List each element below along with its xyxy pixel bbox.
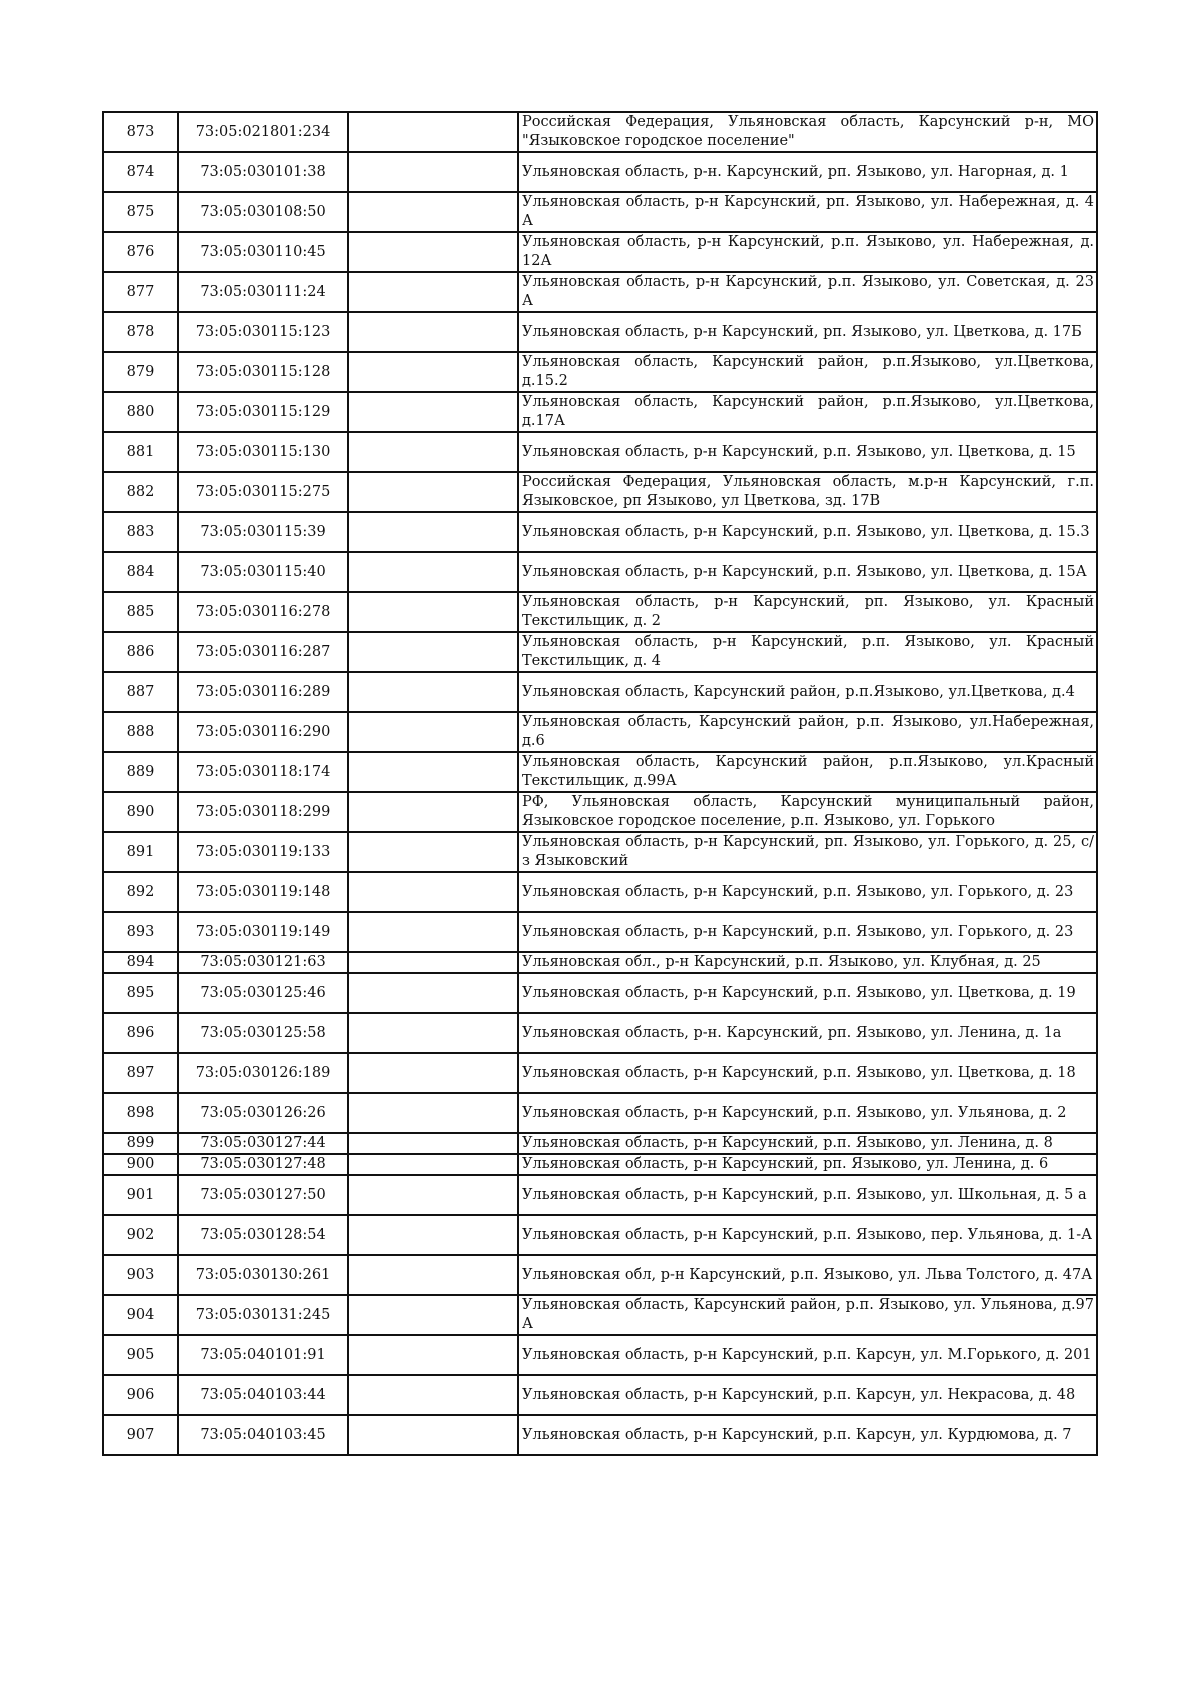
cadastral-number bbox=[178, 512, 348, 552]
address-cell-text: Ульяновская область, р-н Карсунский, р.п. Языково, ул. Ленина, д. 8 bbox=[522, 1135, 1053, 1151]
table-row bbox=[103, 1154, 1097, 1175]
address-cell bbox=[518, 1053, 1097, 1093]
cadastral-number-text: 73:05:030126:26 bbox=[200, 1104, 326, 1121]
row-number bbox=[103, 1255, 178, 1295]
cadastral-number bbox=[178, 1215, 348, 1255]
cadastral-number bbox=[178, 832, 348, 872]
address-cell-text: Ульяновская область, р-н. Карсунский, рп. Языково, ул. Нагорная, д. 1 bbox=[522, 163, 1069, 180]
empty-cell bbox=[348, 192, 518, 232]
cadastral-number bbox=[178, 432, 348, 472]
address-cell bbox=[518, 312, 1097, 352]
address-cell bbox=[518, 392, 1097, 432]
row-number-text: 878 bbox=[126, 323, 155, 340]
row-number-text: 874 bbox=[126, 163, 155, 180]
address-cell bbox=[518, 1375, 1097, 1415]
table-row bbox=[103, 1013, 1097, 1053]
cadastral-number bbox=[178, 1415, 348, 1455]
row-number-text: 898 bbox=[126, 1104, 155, 1121]
empty-cell bbox=[348, 272, 518, 312]
row-number-text: 883 bbox=[126, 523, 155, 540]
table-row bbox=[103, 1375, 1097, 1415]
address-cell bbox=[518, 632, 1097, 672]
row-number-text: 876 bbox=[126, 243, 155, 260]
cadastral-number-text: 73:05:040103:45 bbox=[200, 1426, 326, 1443]
empty-cell bbox=[348, 1053, 518, 1093]
cadastral-number bbox=[178, 1335, 348, 1375]
empty-cell bbox=[348, 1013, 518, 1053]
address-cell-text: Ульяновская область, р-н Карсунский, р.п. Языково, ул. Ульянова, д. 2 bbox=[522, 1104, 1067, 1121]
row-number bbox=[103, 1013, 178, 1053]
cadastral-number bbox=[178, 872, 348, 912]
row-number-text: 901 bbox=[126, 1186, 155, 1203]
address-cell-text: Ульяновская область, Карсунский район, р.п. Языково, ул. Ульянова, д.97 А bbox=[522, 1297, 1094, 1332]
row-number-text: 890 bbox=[126, 803, 155, 820]
address-cell-text: Ульяновская область, р-н Карсунский, р.п. Языково, ул. Цветкова, д. 15.3 bbox=[522, 523, 1090, 540]
row-number bbox=[103, 272, 178, 312]
cadastral-number bbox=[178, 1093, 348, 1133]
address-cell bbox=[518, 112, 1097, 152]
address-cell-text: Ульяновская обл, р-н Карсунский, р.п. Языково, ул. Льва Толстого, д. 47А bbox=[522, 1266, 1093, 1283]
address-cell-text: РФ, Ульяновская область, Карсунский муниципальный район, Языковское городское поселение, р.п. Языково, ул. Горького bbox=[522, 794, 1094, 829]
empty-cell bbox=[348, 432, 518, 472]
cadastral-number bbox=[178, 352, 348, 392]
cadastral-number-text: 73:05:030125:58 bbox=[200, 1024, 326, 1041]
address-cell-text: Российская Федерация, Ульяновская область, м.р-н Карсунский, г.п. Языковское, рп Языково, ул Цветкова, зд. 17В bbox=[522, 474, 1094, 509]
cadastral-number-text: 73:05:030125:46 bbox=[200, 984, 326, 1001]
cadastral-number-text: 73:05:030116:287 bbox=[195, 643, 331, 660]
empty-cell bbox=[348, 472, 518, 512]
row-number bbox=[103, 1133, 178, 1154]
address-cell-text: Ульяновская область, р-н Карсунский, р.п. Языково, ул. Цветкова, д. 15 bbox=[522, 443, 1076, 460]
row-number bbox=[103, 432, 178, 472]
cadastral-number bbox=[178, 952, 348, 973]
cadastral-number bbox=[178, 232, 348, 272]
address-cell-text: Ульяновская область, Карсунский район, р.п.Языково, ул.Цветкова, д.4 bbox=[522, 683, 1075, 700]
table-body bbox=[103, 112, 1097, 1455]
empty-cell bbox=[348, 512, 518, 552]
row-number-text: 895 bbox=[126, 984, 155, 1001]
address-cell-text: Российская Федерация, Ульяновская область, Карсунский р-н, МО "Языковское городское поселение" bbox=[522, 114, 1094, 149]
row-number-text: 891 bbox=[126, 843, 155, 860]
cadastral-number-text: 73:05:040101:91 bbox=[200, 1346, 326, 1363]
row-number-text: 888 bbox=[126, 723, 155, 740]
row-number bbox=[103, 112, 178, 152]
cadastral-number bbox=[178, 672, 348, 712]
address-cell bbox=[518, 1154, 1097, 1175]
empty-cell bbox=[348, 952, 518, 973]
cadastral-number bbox=[178, 312, 348, 352]
table-row bbox=[103, 973, 1097, 1013]
row-number bbox=[103, 1375, 178, 1415]
address-cell bbox=[518, 952, 1097, 973]
row-number-text: 892 bbox=[126, 883, 155, 900]
empty-cell bbox=[348, 752, 518, 792]
table-row bbox=[103, 792, 1097, 832]
land-parcel-table bbox=[102, 111, 1098, 1456]
table-row bbox=[103, 912, 1097, 952]
row-number-text: 896 bbox=[126, 1024, 155, 1041]
row-number bbox=[103, 912, 178, 952]
cadastral-number bbox=[178, 1013, 348, 1053]
address-cell bbox=[518, 792, 1097, 832]
cadastral-number bbox=[178, 1133, 348, 1154]
table-row bbox=[103, 1415, 1097, 1455]
empty-cell bbox=[348, 912, 518, 952]
cadastral-number bbox=[178, 712, 348, 752]
cadastral-number bbox=[178, 1295, 348, 1335]
row-number bbox=[103, 712, 178, 752]
row-number bbox=[103, 672, 178, 712]
row-number bbox=[103, 1415, 178, 1455]
empty-cell bbox=[348, 352, 518, 392]
table-row bbox=[103, 1295, 1097, 1335]
row-number bbox=[103, 392, 178, 432]
empty-cell bbox=[348, 312, 518, 352]
table-row bbox=[103, 752, 1097, 792]
cadastral-number bbox=[178, 1154, 348, 1175]
row-number-text: 875 bbox=[126, 203, 155, 220]
cadastral-number bbox=[178, 592, 348, 632]
table-row bbox=[103, 1175, 1097, 1215]
address-cell-text: Ульяновская область, Карсунский район, р.п.Языково, ул.Цветкова, д.17А bbox=[522, 394, 1094, 429]
address-cell-text: Ульяновская область, р-н Карсунский, рп. Языково, ул. Цветкова, д. 17Б bbox=[522, 323, 1082, 340]
cadastral-number-text: 73:05:030127:48 bbox=[200, 1156, 326, 1172]
table-row bbox=[103, 352, 1097, 392]
row-number bbox=[103, 1215, 178, 1255]
table-row bbox=[103, 232, 1097, 272]
cadastral-number-text: 73:05:030116:278 bbox=[195, 603, 331, 620]
empty-cell bbox=[348, 872, 518, 912]
address-cell bbox=[518, 352, 1097, 392]
cadastral-number-text: 73:05:030121:63 bbox=[200, 954, 326, 970]
row-number bbox=[103, 232, 178, 272]
row-number bbox=[103, 752, 178, 792]
table-row bbox=[103, 472, 1097, 512]
row-number bbox=[103, 152, 178, 192]
empty-cell bbox=[348, 112, 518, 152]
empty-cell bbox=[348, 632, 518, 672]
row-number bbox=[103, 512, 178, 552]
cadastral-number-text: 73:05:030127:44 bbox=[200, 1135, 326, 1151]
address-cell-text: Ульяновская область, Карсунский район, р.п.Языково, ул.Цветкова, д.15.2 bbox=[522, 354, 1094, 389]
row-number-text: 894 bbox=[126, 954, 155, 970]
row-number bbox=[103, 312, 178, 352]
cadastral-number-text: 73:05:030115:130 bbox=[195, 443, 331, 460]
empty-cell bbox=[348, 392, 518, 432]
cadastral-number bbox=[178, 192, 348, 232]
table-row bbox=[103, 1335, 1097, 1375]
table-row bbox=[103, 1255, 1097, 1295]
row-number-text: 880 bbox=[126, 403, 155, 420]
row-number-text: 904 bbox=[126, 1306, 155, 1323]
empty-cell bbox=[348, 1154, 518, 1175]
address-cell-text: Ульяновская область, р-н Карсунский, рп. Языково, ул. Набережная, д. 4 А bbox=[522, 194, 1094, 229]
table-row bbox=[103, 592, 1097, 632]
address-cell bbox=[518, 672, 1097, 712]
row-number bbox=[103, 592, 178, 632]
table-row bbox=[103, 392, 1097, 432]
empty-cell bbox=[348, 832, 518, 872]
cadastral-number-text: 73:05:030115:40 bbox=[200, 563, 326, 580]
cadastral-number bbox=[178, 912, 348, 952]
cadastral-number bbox=[178, 792, 348, 832]
row-number-text: 887 bbox=[126, 683, 155, 700]
table-row bbox=[103, 512, 1097, 552]
row-number-text: 881 bbox=[126, 443, 155, 460]
address-cell bbox=[518, 272, 1097, 312]
row-number bbox=[103, 1295, 178, 1335]
empty-cell bbox=[348, 1295, 518, 1335]
table-row bbox=[103, 312, 1097, 352]
row-number bbox=[103, 472, 178, 512]
cadastral-number bbox=[178, 973, 348, 1013]
address-cell-text: Ульяновская область, р-н Карсунский, р.п. Языково, ул. Школьная, д. 5 а bbox=[522, 1186, 1087, 1203]
address-cell bbox=[518, 232, 1097, 272]
address-cell bbox=[518, 1415, 1097, 1455]
address-cell bbox=[518, 1093, 1097, 1133]
row-number bbox=[103, 632, 178, 672]
table-row bbox=[103, 632, 1097, 672]
address-cell-text: Ульяновская обл., р-н Карсунский, р.п. Языково, ул. Клубная, д. 25 bbox=[522, 954, 1041, 970]
address-cell bbox=[518, 712, 1097, 752]
cadastral-number-text: 73:05:030127:50 bbox=[200, 1186, 326, 1203]
address-cell-text: Ульяновская область, р-н Карсунский, р.п. Языково, пер. Ульянова, д. 1-А bbox=[522, 1226, 1093, 1243]
address-cell bbox=[518, 512, 1097, 552]
cadastral-number-text: 73:05:021801:234 bbox=[195, 123, 331, 140]
row-number bbox=[103, 352, 178, 392]
address-cell-text: Ульяновская область, р-н Карсунский, р.п. Языково, ул. Горького, д. 23 bbox=[522, 883, 1074, 900]
empty-cell bbox=[348, 1335, 518, 1375]
empty-cell bbox=[348, 712, 518, 752]
cadastral-number-text: 73:05:030101:38 bbox=[200, 163, 326, 180]
cadastral-number bbox=[178, 1375, 348, 1415]
row-number-text: 885 bbox=[126, 603, 155, 620]
table-row bbox=[103, 112, 1097, 152]
address-cell-text: Ульяновская область, Карсунский район, р.п. Языково, ул.Набережная, д.6 bbox=[522, 714, 1094, 749]
table-row bbox=[103, 192, 1097, 232]
address-cell-text: Ульяновская область, р-н Карсунский, р.п. Языково, ул. Цветкова, д. 19 bbox=[522, 984, 1076, 1001]
cadastral-number-text: 73:05:030128:54 bbox=[200, 1226, 326, 1243]
table-row bbox=[103, 552, 1097, 592]
address-cell bbox=[518, 472, 1097, 512]
table-row bbox=[103, 872, 1097, 912]
cadastral-number-text: 73:05:030115:39 bbox=[200, 523, 326, 540]
table-row bbox=[103, 952, 1097, 973]
row-number-text: 884 bbox=[126, 563, 155, 580]
cadastral-number-text: 73:05:030119:149 bbox=[195, 923, 331, 940]
cadastral-number-text: 73:05:030116:290 bbox=[195, 723, 331, 740]
empty-cell bbox=[348, 1255, 518, 1295]
address-cell-text: Ульяновская область, р-н Карсунский, р.п. Языково, ул. Цветкова, д. 18 bbox=[522, 1064, 1076, 1081]
row-number-text: 905 bbox=[126, 1346, 155, 1363]
row-number-text: 893 bbox=[126, 923, 155, 940]
address-cell-text: Ульяновская область, р-н Карсунский, р.п. Языково, ул. Цветкова, д. 15А bbox=[522, 563, 1087, 580]
row-number bbox=[103, 1053, 178, 1093]
row-number-text: 899 bbox=[126, 1135, 155, 1151]
cadastral-number bbox=[178, 1255, 348, 1295]
address-cell bbox=[518, 973, 1097, 1013]
row-number-text: 902 bbox=[126, 1226, 155, 1243]
cadastral-number bbox=[178, 632, 348, 672]
empty-cell bbox=[348, 592, 518, 632]
row-number bbox=[103, 1154, 178, 1175]
row-number bbox=[103, 952, 178, 973]
address-cell-text: Ульяновская область, р-н Карсунский, р.п. Языково, ул. Набережная, д. 12А bbox=[522, 234, 1094, 269]
address-cell bbox=[518, 752, 1097, 792]
cadastral-number-text: 73:05:030131:245 bbox=[195, 1306, 331, 1323]
empty-cell bbox=[348, 1375, 518, 1415]
cadastral-number-text: 73:05:030118:174 bbox=[195, 763, 331, 780]
row-number-text: 879 bbox=[126, 363, 155, 380]
cadastral-number bbox=[178, 272, 348, 312]
table-row bbox=[103, 712, 1097, 752]
address-cell bbox=[518, 1013, 1097, 1053]
table-row bbox=[103, 152, 1097, 192]
address-cell-text: Ульяновская область, р-н. Карсунский, рп. Языково, ул. Ленина, д. 1а bbox=[522, 1024, 1062, 1041]
table-row bbox=[103, 1093, 1097, 1133]
cadastral-number-text: 73:05:030115:128 bbox=[195, 363, 331, 380]
address-cell bbox=[518, 1335, 1097, 1375]
cadastral-number-text: 73:05:030115:275 bbox=[195, 483, 331, 500]
cadastral-number bbox=[178, 1053, 348, 1093]
address-cell-text: Ульяновская область, р-н Карсунский, р.п. Языково, ул. Красный Текстильщик, д. 4 bbox=[522, 634, 1094, 669]
cadastral-number-text: 73:05:030108:50 bbox=[200, 203, 326, 220]
cadastral-number-text: 73:05:030119:148 bbox=[195, 883, 331, 900]
table-row bbox=[103, 432, 1097, 472]
cadastral-number bbox=[178, 1175, 348, 1215]
row-number-text: 886 bbox=[126, 643, 155, 660]
cadastral-number-text: 73:05:030130:261 bbox=[195, 1266, 331, 1283]
table-row bbox=[103, 672, 1097, 712]
row-number bbox=[103, 1093, 178, 1133]
empty-cell bbox=[348, 792, 518, 832]
row-number-text: 897 bbox=[126, 1064, 155, 1081]
table-row bbox=[103, 832, 1097, 872]
address-cell-text: Ульяновская область, р-н Карсунский, рп. Языково, ул. Горького, д. 25, с/з Языковский bbox=[522, 834, 1094, 869]
address-cell bbox=[518, 912, 1097, 952]
row-number bbox=[103, 552, 178, 592]
address-cell-text: Ульяновская область, р-н Карсунский, р.п. Языково, ул. Горького, д. 23 bbox=[522, 923, 1074, 940]
row-number-text: 903 bbox=[126, 1266, 155, 1283]
address-cell-text: Ульяновская область, р-н Карсунский, рп. Языково, ул. Ленина, д. 6 bbox=[522, 1156, 1049, 1172]
row-number bbox=[103, 973, 178, 1013]
address-cell bbox=[518, 592, 1097, 632]
cadastral-number-text: 73:05:030115:123 bbox=[195, 323, 331, 340]
address-cell bbox=[518, 872, 1097, 912]
cadastral-number-text: 73:05:030126:189 bbox=[195, 1064, 331, 1081]
table-row bbox=[103, 1133, 1097, 1154]
cadastral-number-text: 73:05:030118:299 bbox=[195, 803, 331, 820]
cadastral-number-text: 73:05:030115:129 bbox=[195, 403, 331, 420]
table-row bbox=[103, 1053, 1097, 1093]
address-cell bbox=[518, 832, 1097, 872]
row-number-text: 882 bbox=[126, 483, 155, 500]
cadastral-number bbox=[178, 392, 348, 432]
address-cell bbox=[518, 1133, 1097, 1154]
address-cell-text: Ульяновская область, р-н Карсунский, р.п. Карсун, ул. Курдюмова, д. 7 bbox=[522, 1426, 1072, 1443]
row-number-text: 873 bbox=[126, 123, 155, 140]
row-number bbox=[103, 792, 178, 832]
address-cell bbox=[518, 552, 1097, 592]
cadastral-number bbox=[178, 472, 348, 512]
address-cell-text: Ульяновская область, р-н Карсунский, р.п. Карсун, ул. М.Горького, д. 201 bbox=[522, 1346, 1092, 1363]
row-number-text: 877 bbox=[126, 283, 155, 300]
empty-cell bbox=[348, 973, 518, 1013]
document-page bbox=[102, 111, 1098, 1456]
cadastral-number-text: 73:05:040103:44 bbox=[200, 1386, 326, 1403]
empty-cell bbox=[348, 552, 518, 592]
table-row bbox=[103, 272, 1097, 312]
cadastral-number-text: 73:05:030110:45 bbox=[200, 243, 326, 260]
cadastral-number bbox=[178, 112, 348, 152]
address-cell-text: Ульяновская область, р-н Карсунский, р.п. Языково, ул. Советская, д. 23 А bbox=[522, 274, 1094, 309]
address-cell bbox=[518, 1295, 1097, 1335]
row-number-text: 907 bbox=[126, 1426, 155, 1443]
empty-cell bbox=[348, 1415, 518, 1455]
row-number bbox=[103, 872, 178, 912]
row-number bbox=[103, 832, 178, 872]
row-number bbox=[103, 192, 178, 232]
empty-cell bbox=[348, 1133, 518, 1154]
row-number-text: 889 bbox=[126, 763, 155, 780]
empty-cell bbox=[348, 672, 518, 712]
empty-cell bbox=[348, 152, 518, 192]
row-number-text: 900 bbox=[126, 1156, 155, 1172]
address-cell-text: Ульяновская область, р-н Карсунский, рп. Языково, ул. Красный Текстильщик, д. 2 bbox=[522, 594, 1094, 629]
address-cell bbox=[518, 432, 1097, 472]
cadastral-number-text: 73:05:030119:133 bbox=[195, 843, 331, 860]
address-cell bbox=[518, 1255, 1097, 1295]
row-number-text: 906 bbox=[126, 1386, 155, 1403]
empty-cell bbox=[348, 1093, 518, 1133]
address-cell bbox=[518, 192, 1097, 232]
empty-cell bbox=[348, 232, 518, 272]
row-number bbox=[103, 1175, 178, 1215]
address-cell-text: Ульяновская область, Карсунский район, р.п.Языково, ул.Красный Текстильщик, д.99А bbox=[522, 754, 1094, 789]
empty-cell bbox=[348, 1175, 518, 1215]
address-cell-text: Ульяновская область, р-н Карсунский, р.п. Карсун, ул. Некрасова, д. 48 bbox=[522, 1386, 1076, 1403]
table-row bbox=[103, 1215, 1097, 1255]
cadastral-number-text: 73:05:030111:24 bbox=[200, 283, 326, 300]
cadastral-number bbox=[178, 552, 348, 592]
address-cell bbox=[518, 152, 1097, 192]
address-cell bbox=[518, 1215, 1097, 1255]
address-cell bbox=[518, 1175, 1097, 1215]
cadastral-number-text: 73:05:030116:289 bbox=[195, 683, 331, 700]
row-number bbox=[103, 1335, 178, 1375]
cadastral-number bbox=[178, 752, 348, 792]
cadastral-number bbox=[178, 152, 348, 192]
empty-cell bbox=[348, 1215, 518, 1255]
